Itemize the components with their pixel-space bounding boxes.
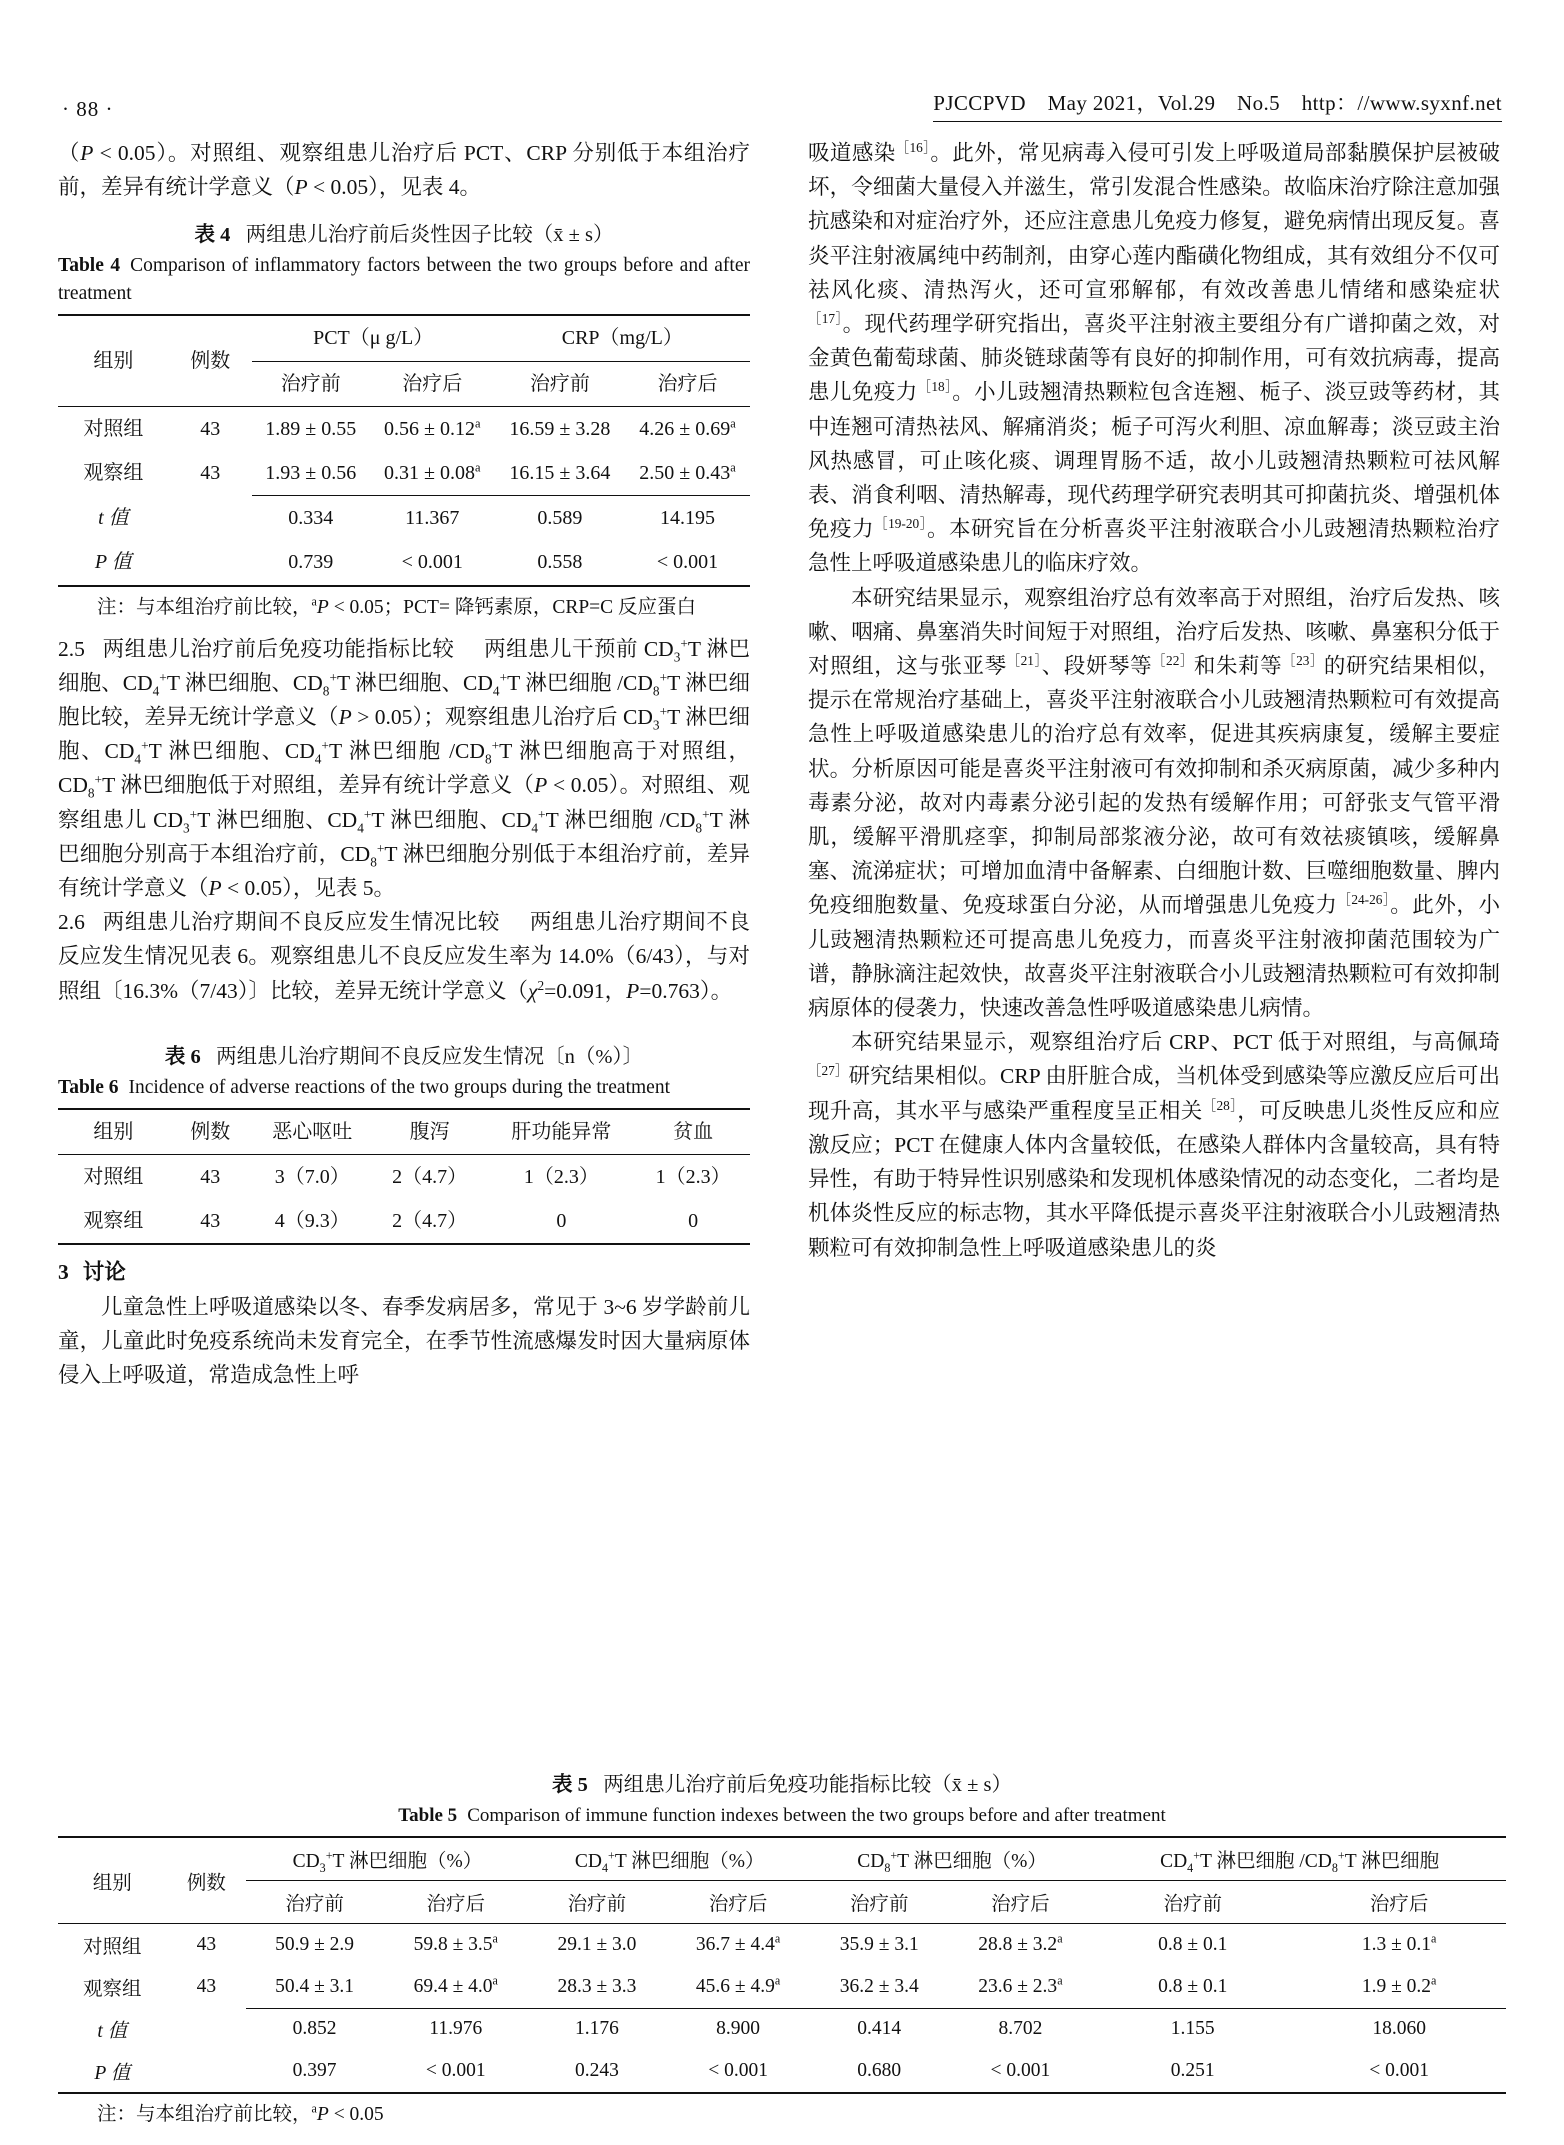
table-6-th-liver: 肝功能异常 — [511, 1120, 612, 1143]
section-2-5: 2.5 两组患儿治疗前后免疫功能指标比较 两组患儿干预前 $CD_3^+T$ 淋巴细胞、$CD_4^+T$ 淋巴细胞、$CD_8^+T$ 淋巴细胞、$CD_4^+T$ 淋巴细胞 $/CD_8^+T$ 淋巴细胞比较，差异无统计学意义（P > 0.05）；观察组患儿治疗后 $CD_3^+T$ 淋巴细胞、$CD_4^+T$ 淋巴细胞、$CD_4^+T$ 淋巴细胞 $/CD_8^+T$ 淋巴细胞高于对照组，$CD_8^+T$ 淋巴细胞低于对照组，差异有统计学意义（P < 0.05）。对照组、观察组患儿 $CD_3^+T$ 淋巴细胞、$CD_4^+T$ 淋巴细胞、$CD_4^+T$ 淋巴细胞 $/CD_8^+T$ 淋巴细胞分别高于本组治疗前，$CD_8^+T$ 淋巴细胞分别低于本组治疗前，差异有统计学意义（P < 0.05），见表 5。 — [58, 635, 751, 901]
section-2-5-number: 2.5 — [58, 636, 85, 661]
table-5-r2-c1: 69.4 ± 4.0$^a$ — [413, 1973, 498, 1997]
table-5-title-en: Comparison of immune function indexes between the two groups before and after treatment — [467, 1805, 1166, 1826]
table-5-p-2: 0.243 — [574, 2060, 619, 2081]
table-5-th-n: 例数 — [186, 1872, 226, 1894]
right-paragraph-1: 吸道感染$^{[16]}$。此外，常见病毒入侵可引发上呼吸道局部黏膜保护层被破坏，令细菌大量侵入并滋生，常引发混合性感染。故临床治疗除注意加强抗感染和对症治疗外，还应注意患儿免疫力修复，避免病情出现反复。喜炎平注射液属纯中药制剂，由穿心莲内酯磺化物组成，其有效组分不仅可祛风化痰、清热泻火，还可宣邪解郁，有效改善患儿情绪和感染症状$^{[17]}$。现代药理学研究指出，喜炎平注射液主要组分有广谱抑菌之效，对金黄色葡萄球菌、肺炎链球菌等有良好的抑制作用，可有效抗病毒，提高患儿免疫力$^{[18]}$。小儿豉翘清热颗粒包含连翘、栀子、淡豆豉等药材，其中连翘可清热祛风、解痛消炎；栀子可泻火利胆、凉血解毒；淡豆豉主治风热感冒，可止咳化痰、调理胃肠不适，故小儿豉翘清热颗粒可祛风解表、消食利咽、清热解毒，现代药理学研究表明其可抑菌抗炎、增强机体免疫力$^{[19-20]}$。本研究旨在分析喜炎平注射液联合小儿豉翘清热颗粒治疗急性上呼吸道感染患儿的临床疗效。 — [808, 139, 1500, 576]
table-5-t-2: 1.176 — [529, 2008, 666, 2050]
table-6-th-anemia: 贫血 — [673, 1120, 714, 1143]
table-5-th-cd8-after: 治疗后 — [991, 1894, 1050, 1915]
table-5-block — [58, 1770, 1506, 2129]
table-6-r1-c3: 2（4.7） — [392, 1166, 468, 1189]
section-3-heading — [58, 1255, 750, 1289]
table-4-r2-crp-after: 2.50 ± 0.43$^a$ — [639, 460, 736, 485]
table-4-body — [58, 406, 750, 585]
table-5-r1-c0: 50.9 ± 2.9 — [275, 1934, 355, 1955]
table-5-caption-cn — [58, 1770, 1506, 1800]
table-5-t-0: 0.852 — [246, 2008, 383, 2050]
table-5-p-label: P 值 — [94, 2063, 131, 2084]
table-6-th-diarrhea: 腹泻 — [409, 1120, 450, 1143]
table-4-title-en: Comparison of inflammatory factors between the two groups before and after treatment — [58, 255, 750, 305]
table-5-p-5: < 0.001 — [990, 2060, 1051, 2081]
table-row — [58, 1155, 750, 1200]
table-5-r1-c4: 35.9 ± 3.1 — [839, 1934, 919, 1955]
table-4-r1-pct-before: 1.89 ± 0.55 — [265, 417, 357, 440]
table-6-r2-c4: 0 — [556, 1210, 567, 1233]
table-6 — [58, 1108, 750, 1246]
table-4-block — [58, 220, 750, 621]
table-5-p-row — [58, 2050, 1506, 2093]
table-5-r1-n: 43 — [196, 1934, 217, 1955]
table-5-r1-c6: 0.8 ± 0.1 — [1158, 1934, 1228, 1955]
table-6-r2-c3: 2（4.7） — [392, 1210, 468, 1233]
table-5-r1-c2: 29.1 ± 3.0 — [557, 1934, 637, 1955]
paragraph-continued: （P < 0.05）。对照组、观察组患儿治疗后 PCT、CRP 分别低于本组治疗前，差异有统计学意义（P < 0.05），见表 4。 — [58, 141, 750, 200]
section-3-title: 讨论 — [82, 1260, 126, 1285]
table-5-th-ratio-before: 治疗前 — [1163, 1894, 1222, 1915]
section-2-5-title: 两组患儿治疗前后免疫功能指标比较 — [102, 636, 455, 661]
table-5-p-0: 0.397 — [292, 2060, 337, 2081]
section-2-6: 2.6 两组患儿治疗期间不良反应发生情况比较 两组患儿治疗期间不良反应发生情况见表 6。观察组患儿不良反应发生率为 14.0%（6/43），与对照组〔16.3%（7/43）〕比较，差异无统计学意义（$\chi^2=0.091$，P=0.763）。 — [58, 910, 750, 1003]
running-head — [62, 88, 1502, 122]
table-4-th-group: 组别 — [93, 350, 134, 372]
section-3-paragraph: 儿童急性上呼吸道感染以冬、春季发病居多，常见于 3~6 岁学龄前儿童，儿童此时免疫系统尚未发育完全，在季节性流感爆发时因大量病原体侵入上呼吸道，常造成急性上呼 — [58, 1294, 750, 1388]
table-5-r2-n: 43 — [196, 1976, 217, 1997]
table-5-r2-c0: 50.4 ± 3.1 — [275, 1975, 355, 1997]
table-5-r1-c5: 28.8 ± 3.2$^a$ — [978, 1931, 1063, 1955]
table-4-p-4: < 0.001 — [656, 551, 719, 574]
table-4-t-row — [58, 496, 750, 541]
table-4-note: 注：与本组治疗前比较，$^a$P < 0.05；PCT= 降钙素原，CRP=C 反应蛋白 — [97, 594, 697, 618]
table-4-r1-group: 对照组 — [83, 417, 144, 440]
table-4-r2-group: 观察组 — [83, 462, 144, 485]
table-5-th-cd8-before: 治疗前 — [849, 1894, 909, 1915]
journal-abbreviation: PJCCPVD — [933, 91, 1026, 115]
table-5-t-blank — [167, 2008, 247, 2050]
table-4-th-n: 例数 — [190, 350, 231, 372]
table-4-th-crp-after: 治疗后 — [657, 372, 718, 395]
table-4-p-1: 0.739 — [288, 551, 334, 574]
journal-url: http：//www.syxnf.net — [1301, 91, 1502, 115]
table-5-t-1: 11.976 — [383, 2008, 529, 2050]
table-5-t-3: 8.900 — [665, 2008, 811, 2050]
table-5-th-cd3: $CD_3^+T$ 淋巴细胞（%） — [246, 1837, 528, 1881]
table-4-header-row-1 — [58, 315, 750, 361]
table-4-p-row — [58, 540, 750, 585]
right-paragraph-3: 本研究结果显示，观察组治疗后 CRP、PCT 低于对照组，与高佩琦$^{[27]}$研究结果相似。CRP 由肝脏合成，当机体受到感染等应激反应后可出现升高，其水平与感染严重程度呈正相关$^{[28]}$，可反映患儿炎性反应和应激反应；PCT 在健康人体内含量较低，在感染人群体内含量较高，具有特异性，有助于特异性识别感染和发现机体感染情况的动态变化，二者均是机体炎性反应的标志物，其水平降低提示喜炎平注射液联合小儿豉翘清热颗粒可有效抑制急性上呼吸道感染患儿的炎 — [808, 1030, 1501, 1260]
table-4-r1-crp-before: 16.59 ± 3.28 — [509, 417, 611, 440]
table-6-r1-c4: 1（2.3） — [523, 1166, 599, 1189]
table-5-r2-group: 观察组 — [83, 1979, 142, 2000]
table-4-r2-crp-before: 16.15 ± 3.64 — [509, 462, 611, 485]
table-5-r1-c7: 1.3 ± 0.1$^a$ — [1361, 1931, 1437, 1955]
table-4-r2-pct-before: 1.93 ± 0.56 — [265, 462, 357, 485]
table-4-th-crp-before: 治疗前 — [529, 372, 590, 395]
table-5-header — [58, 1837, 1506, 1924]
table-4-t-label: t 值 — [98, 506, 129, 529]
table-4-p-2: < 0.001 — [401, 551, 463, 574]
section-2-6-title: 两组患儿治疗期间不良反应发生情况比较 — [102, 910, 500, 935]
table-6-r1-c0: 对照组 — [83, 1166, 144, 1189]
table-5-th-cd3-before: 治疗前 — [285, 1894, 344, 1915]
table-6-th-nausea: 恶心呕吐 — [272, 1120, 353, 1143]
table-5-th-ratio-after: 治疗后 — [1369, 1894, 1429, 1915]
table-5-p-1: < 0.001 — [425, 2060, 486, 2081]
table-5-t-7: 18.060 — [1292, 2008, 1506, 2050]
table-5-r2-c4: 36.2 ± 3.4 — [839, 1975, 919, 1997]
table-6-r2-c5: 0 — [688, 1210, 699, 1233]
table-5-r2-c3: 45.6 ± 4.9$^a$ — [695, 1973, 781, 1997]
table-5-th-cd3-after: 治疗后 — [426, 1894, 485, 1915]
table-4-th-pct-after: 治疗后 — [402, 372, 463, 395]
table-4-p-blank — [169, 540, 252, 585]
table-5-r1-group: 对照组 — [83, 1937, 142, 1958]
table-6-caption-cn — [58, 1042, 750, 1072]
table-4-th-crp: CRP（mg/L） — [495, 315, 750, 361]
table-6-title-en: Incidence of adverse reactions of the two groups during the treatment — [128, 1076, 670, 1098]
table-5-body — [58, 1924, 1506, 2094]
table-5-header-row-1 — [58, 1837, 1506, 1881]
table-5-title-cn: 两组患儿治疗前后免疫功能指标比较（x̄ ± s） — [603, 1774, 1012, 1796]
table-4-th-pct-before: 治疗前 — [280, 372, 341, 395]
journal-citation-line — [933, 87, 1502, 122]
table-5-t-5: 8.702 — [948, 2008, 1094, 2050]
table-6-title-cn: 两组患儿治疗期间不良反应发生情况〔n（%）〕 — [216, 1045, 644, 1068]
table-4-r1-n: 43 — [200, 417, 221, 440]
table-6-r2-c0: 观察组 — [83, 1210, 144, 1233]
table-5-p-4: 0.680 — [857, 2060, 902, 2081]
section-2-6-number: 2.6 — [58, 910, 85, 935]
right-column — [808, 136, 1500, 1265]
table-row — [58, 1924, 1506, 1967]
table-5-label-cn: 表 5 — [552, 1774, 588, 1796]
journal-issue-date: May 2021，Vol.29 — [1047, 91, 1216, 115]
table-5-r2-c7: 1.9 ± 0.2$^a$ — [1361, 1973, 1437, 1997]
table-4-t-2: 11.367 — [370, 496, 495, 541]
table-4-r2-n: 43 — [200, 462, 221, 485]
table-5-r1-c3: 36.7 ± 4.4$^a$ — [695, 1931, 781, 1955]
table-5-t-label: t 值 — [97, 2021, 128, 2042]
page-number: · 88 · — [62, 97, 114, 121]
table-5-p-6: 0.251 — [1170, 2060, 1215, 2081]
right-paragraph-2: 本研究结果显示，观察组治疗总有效率高于对照组，治疗后发热、咳嗽、咽痛、鼻塞消失时间短于对照组，治疗后发热、咳嗽、鼻塞积分低于对照组，这与张亚琴$^{[21]}$、段妍琴等$^{[22]}$和朱莉等$^{[23]}$的研究结果相似，提示在常规治疗基础上，喜炎平注射液联合小儿豉翘清热颗粒可有效提高急性上呼吸道感染患儿的治疗总有效率，促进其疾病康复，缓解主要症状。分析原因可能是喜炎平注射液可有效抑制和杀灭病原菌，减少多种内毒素分泌，故对内毒素分泌引起的发热有缓解作用；可舒张支气管平滑肌，缓解平滑肌痉挛，抑制局部浆液分泌，故可有效祛痰镇咳，缓解鼻塞、流涕症状；可增加血清中备解素、白细胞计数、巨噬细胞数量、脾内免疫细胞数量、免疫球蛋白分泌，从而增强患儿免疫力$^{[24-26]}$。此外，小儿豉翘清热颗粒还可提高患儿免疫力，而喜炎平注射液抑菌范围较为广谱，静脉滴注起效快，故喜炎平注射液联合小儿豉翘清热颗粒可有效抑制病原体的侵袭力，快速改善急性呼吸道感染患儿病情。 — [808, 585, 1500, 1021]
table-row — [58, 406, 750, 451]
table-4-t-blank — [169, 496, 252, 541]
table-4-th-pct: PCT（μ g/L） — [252, 315, 495, 361]
table-5 — [58, 1836, 1506, 2094]
table-5-label-en: Table 5 — [398, 1805, 458, 1826]
table-4-p-label: P 值 — [94, 551, 132, 574]
table-4-r1-crp-after: 4.26 ± 0.69$^a$ — [639, 416, 736, 440]
table-4-r1-pct-after: 0.56 ± 0.12$^a$ — [383, 416, 481, 440]
table-5-r2-c5: 23.6 ± 2.3$^a$ — [978, 1973, 1063, 1997]
table-5-caption-en — [58, 1802, 1506, 1830]
table-4-t-3: 0.589 — [495, 496, 625, 541]
table-5-header-row-2 — [58, 1881, 1506, 1924]
table-6-r1-c1: 43 — [200, 1166, 221, 1189]
journal-number: No.5 — [1237, 91, 1281, 115]
table-4-header — [58, 315, 750, 406]
table-6-header — [58, 1109, 750, 1155]
table-4-title-cn: 两组患儿治疗前后炎性因子比较（x̄ ± s） — [245, 224, 614, 247]
table-5-t-4: 0.414 — [811, 2008, 948, 2050]
table-row — [58, 1966, 1506, 2008]
table-6-block — [58, 1042, 750, 1246]
table-5-th-cd4: $CD_4^+T$ 淋巴细胞（%） — [529, 1837, 811, 1881]
table-4-caption-en — [58, 252, 750, 308]
table-4-r2-pct-after: 0.31 ± 0.08$^a$ — [383, 460, 481, 485]
table-6-th-group: 组别 — [93, 1120, 134, 1143]
table-6-th-n: 例数 — [190, 1120, 231, 1143]
left-column — [58, 136, 750, 1392]
table-6-label-en: Table 6 — [58, 1076, 119, 1098]
table-5-p-7: < 0.001 — [1369, 2060, 1429, 2081]
table-4-label-en: Table 4 — [58, 255, 121, 277]
table-5-r2-c6: 0.8 ± 0.1 — [1158, 1975, 1228, 1997]
table-6-r2-c1: 43 — [200, 1210, 221, 1233]
table-row — [58, 451, 750, 496]
table-4-caption-cn — [58, 220, 750, 250]
table-6-r2-c2: 4（9.3） — [274, 1210, 350, 1233]
table-row — [58, 1199, 750, 1244]
table-5-th-cd8: $CD_8^+T$ 淋巴细胞（%） — [811, 1837, 1093, 1881]
table-6-r1-c2: 3（7.0） — [274, 1166, 350, 1189]
table-5-r1-c1: 59.8 ± 3.5$^a$ — [413, 1931, 498, 1955]
table-4 — [58, 314, 750, 586]
table-5-note: 注：与本组治疗前比较，$^a$P < 0.05 — [97, 2101, 384, 2125]
table-5-th-cd4-cd8: $CD_4^+T$ 淋巴细胞 $/CD_8^+T$ 淋巴细胞 — [1093, 1837, 1506, 1881]
table-5-p-blank — [167, 2050, 247, 2093]
table-4-label-cn: 表 4 — [194, 224, 231, 247]
table-5-th-group: 组别 — [92, 1872, 132, 1894]
table-5-t-6: 1.155 — [1093, 2008, 1292, 2050]
table-4-t-1: 0.334 — [252, 496, 370, 541]
table-6-r1-c5: 1（2.3） — [655, 1166, 731, 1189]
table-6-body — [58, 1155, 750, 1245]
table-5-th-cd4-before: 治疗前 — [567, 1894, 627, 1915]
table-4-p-3: 0.558 — [537, 551, 583, 574]
table-5-th-cd4-after: 治疗后 — [708, 1894, 768, 1915]
table-6-header-row — [58, 1109, 750, 1155]
table-5-r2-c2: 28.3 ± 3.3 — [557, 1975, 637, 1997]
table-4-t-4: 14.195 — [625, 496, 750, 541]
table-6-caption-en — [58, 1074, 750, 1102]
table-5-p-3: < 0.001 — [708, 2060, 768, 2081]
section-3-number: 3 — [58, 1260, 69, 1285]
table-6-label-cn: 表 6 — [164, 1045, 201, 1068]
table-5-t-row — [58, 2008, 1506, 2050]
